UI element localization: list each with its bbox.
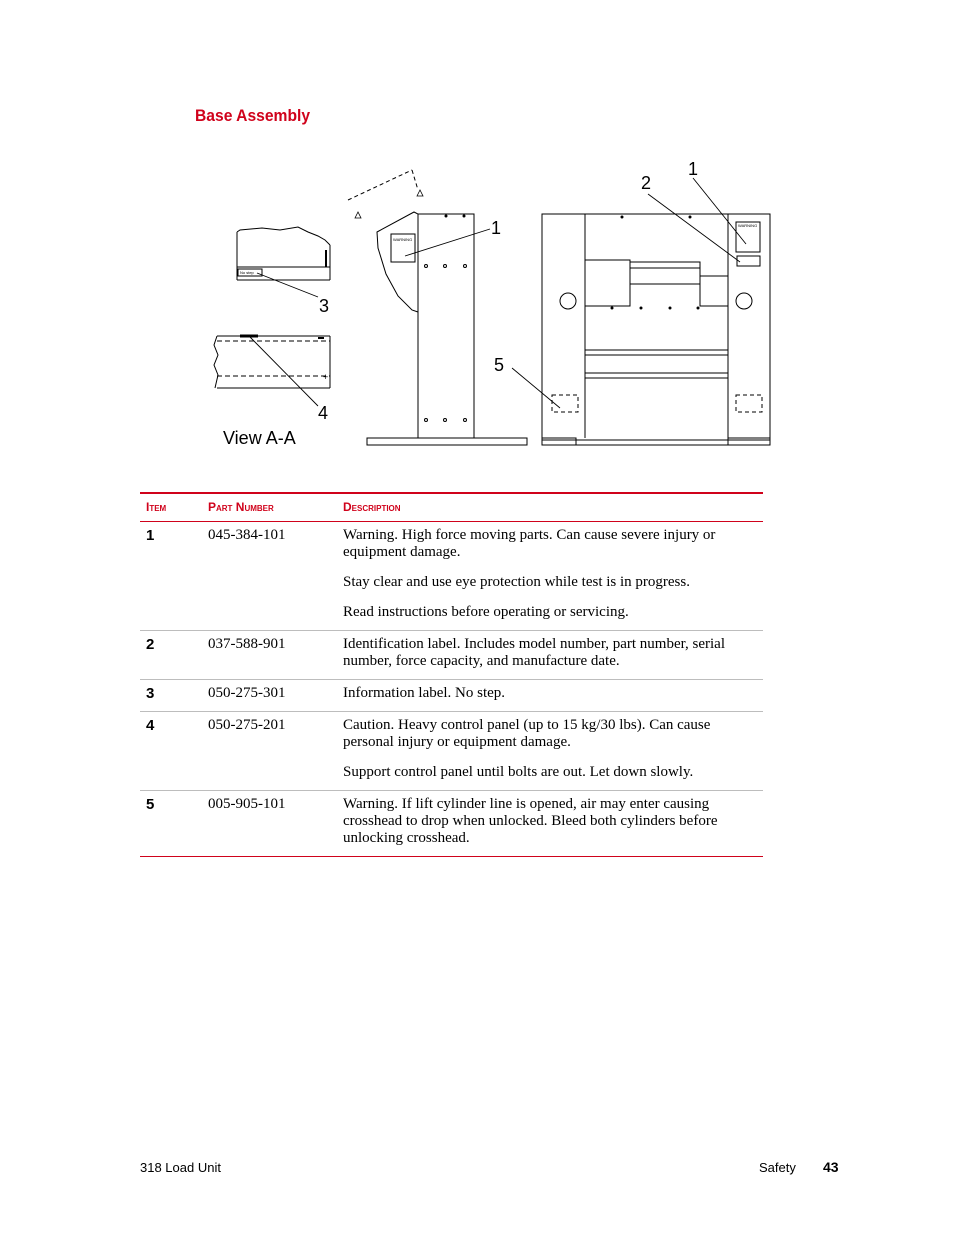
table-header-row — [140, 493, 763, 522]
no-step-label-text: No step — [240, 270, 254, 275]
description — [337, 522, 763, 631]
item-number: 4 — [140, 712, 202, 791]
side-view — [348, 170, 527, 445]
description-paragraph: Caution. Heavy control panel (up to 15 kg/30 lbs). Can cause personal injury or equipment damage. — [343, 717, 711, 750]
footer-document-title: 318 Load Unit — [140, 1160, 221, 1175]
item-number: 2 — [140, 631, 202, 680]
callout-number: 1 — [688, 159, 699, 179]
description — [337, 791, 763, 857]
callout-number: 1 — [491, 218, 502, 238]
description — [337, 712, 763, 791]
warning-label-side: WARNING — [393, 237, 413, 242]
column-header-description: Description — [337, 493, 763, 522]
table-row — [140, 522, 763, 631]
column-header-item: Item — [140, 493, 202, 522]
description-paragraph: Information label. No step. — [343, 685, 506, 701]
detail-view-top — [237, 227, 330, 280]
column-header-part-number: Part Number — [202, 493, 337, 522]
part-number: 037-588-901 — [202, 631, 337, 680]
table-row — [140, 680, 763, 712]
part-number: 050-275-201 — [202, 712, 337, 791]
description — [337, 680, 763, 712]
description — [337, 631, 763, 680]
callout-number: 5 — [494, 355, 505, 375]
front-view — [542, 214, 770, 445]
description-paragraph: Identification label. Includes model number, part number, serial number, force capacity, and manufacture date. — [343, 636, 726, 669]
part-number: 045-384-101 — [202, 522, 337, 631]
description-paragraph: Read instructions before operating or servicing. — [343, 604, 629, 620]
table-row — [140, 791, 763, 857]
description-paragraph: Support control panel until bolts are out. Let down slowly. — [343, 764, 694, 780]
base-assembly-figure — [200, 150, 780, 460]
description-paragraph: Stay clear and use eye protection while test is in progress. — [343, 574, 690, 590]
callout-number: 4 — [318, 403, 329, 423]
footer-section-name: Safety — [759, 1160, 796, 1175]
table-row — [140, 631, 763, 680]
item-number: 1 — [140, 522, 202, 631]
part-number: 005-905-101 — [208, 796, 286, 812]
callout-number: 3 — [319, 296, 330, 316]
description-paragraph: Warning. If lift cylinder line is opened, air may enter causing crosshead to drop when unlocked. Bleed both cylinders before unlocking crosshead. — [343, 796, 718, 846]
callout-number: 2 — [641, 173, 652, 193]
base-assembly-drawing — [200, 150, 780, 460]
page-number: 43 — [823, 1159, 839, 1175]
item-number: 5 — [146, 796, 155, 813]
figure-caption: View A-A — [223, 428, 296, 448]
svg-text:+: + — [323, 372, 329, 382]
part-number: 050-275-301 — [202, 680, 337, 712]
parts-table — [140, 492, 763, 857]
description-paragraph: Warning. High force moving parts. Can cause severe injury or equipment damage. — [343, 527, 716, 560]
detail-view-bottom — [214, 336, 330, 388]
table-row — [140, 712, 763, 791]
section-heading: Base Assembly — [195, 106, 311, 125]
item-number: 3 — [140, 680, 202, 712]
warning-label-front: WARNING — [738, 223, 758, 228]
